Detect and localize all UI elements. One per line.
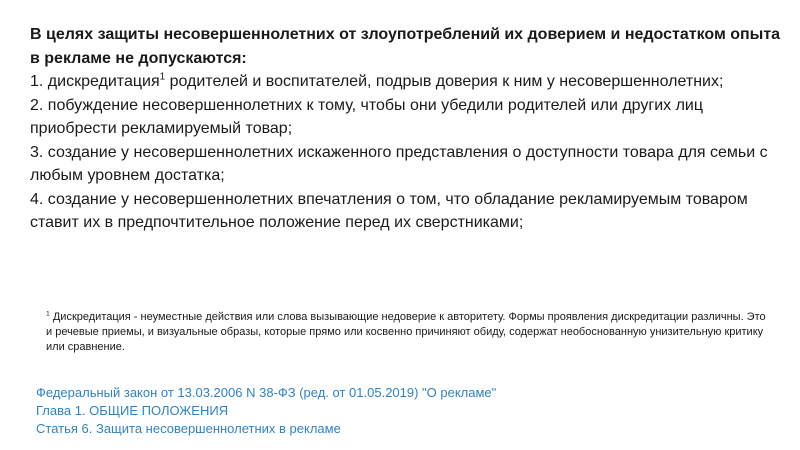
footnote — [46, 310, 766, 355]
source-law-link[interactable]: Федеральный закон от 13.03.2006 N 38-ФЗ (ред. от 01.05.2019) "О рекламе" — [36, 385, 497, 400]
list-item — [30, 188, 782, 235]
intro-heading: В целях защиты несовершеннолетних от злоупотреблений их доверием и недостатком опыта в рекламе не допускаются: — [30, 26, 781, 67]
footnote-reference: 1 — [159, 71, 166, 83]
list-item-number: 2. — [30, 96, 44, 114]
source-citation — [36, 384, 736, 438]
list-item-number: 1. — [30, 73, 44, 90]
list-item-text-continued: родителей и воспитателей, подрыв доверия к ним у несовершеннолетних; — [165, 73, 724, 90]
footnote-marker: 1 — [46, 310, 50, 318]
list-item-text: создание у несовершеннолетних искаженного представления о доступности товара для семьи с любым уровнем достатка; — [30, 143, 768, 184]
source-article[interactable]: Статья 6. Защита несовершеннолетних в рекламе — [36, 421, 341, 436]
main-text-block — [30, 23, 782, 235]
list-item-text: создание у несовершеннолетних впечатления о том, что обладание рекламируемым товаром ставит их в предпочтительное положение перед их сверстниками; — [30, 190, 748, 231]
list-item-text: дискредитация — [47, 73, 160, 90]
list-item-number: 4. — [30, 190, 44, 208]
list-item-text: побуждение несовершеннолетних к тому, чтобы они убедили родителей или других лиц приобрести рекламируемый товар; — [30, 96, 704, 137]
list-item — [30, 141, 782, 188]
list-item — [30, 70, 782, 94]
footnote-text: Дискредитация - неуместные действия или слова вызывающие недоверие к авторитету. Формы проявления дискредитации различны. Это и речевые приемы, и визуальные образы, которые прямо или косвенно причиняют обиду, содержат необоснованную унизительную критику или сравнение. — [46, 311, 766, 353]
list-item-number: 3. — [30, 143, 44, 161]
list-item — [30, 94, 782, 141]
source-chapter[interactable]: Глава 1. ОБЩИЕ ПОЛОЖЕНИЯ — [36, 403, 229, 418]
